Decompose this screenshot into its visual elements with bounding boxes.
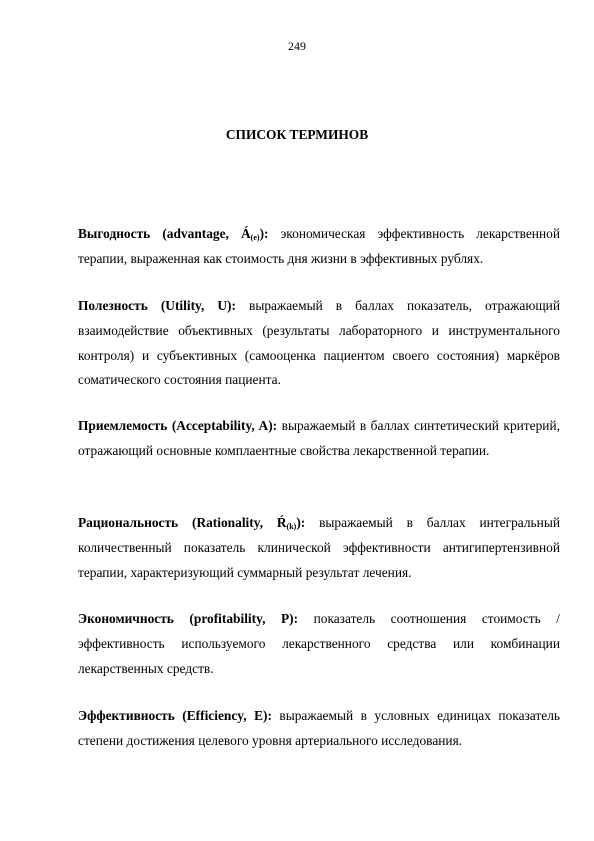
term-english: (Utility, U):	[160, 298, 236, 313]
term-entry-profitability	[78, 607, 560, 681]
term-name: Полезность	[78, 298, 148, 313]
term-english: (Efficiency, E):	[182, 708, 272, 723]
term-heading	[78, 515, 305, 530]
term-heading	[78, 611, 298, 626]
term-definition: показатель соотношения стоимость / эффективность используемого лекарственного средства или комбинации лекарственных средств.	[78, 611, 560, 676]
term-entry-utility	[78, 294, 560, 393]
term-heading	[78, 418, 277, 433]
term-heading	[78, 708, 272, 723]
term-definition: выражаемый в условных единицах показатель степени достижения целевого уровня артериального исследования.	[78, 708, 560, 748]
term-definition: экономическая эффективность лекарственной терапии, выраженная как стоимость дня жизни в эффективных рублях.	[78, 226, 560, 266]
term-definition: выражаемый в баллах синтетический критерий, отражающий основные комплаентные свойства лекарственной терапии.	[78, 418, 560, 458]
term-definition: выражаемый в баллах показатель, отражающий взаимодействие объективных (результаты лабораторного и инструментального контроля) и субъективных (самооценка пациентом своего состояния) маркёров соматического состояния пациента.	[78, 298, 560, 388]
term-heading	[78, 298, 236, 313]
term-name: Выгодность	[78, 226, 151, 241]
term-entry-advantage	[78, 222, 560, 272]
term-english: (Acceptability, A):	[171, 418, 278, 433]
term-english: (Rationality, Ŕ	[191, 515, 287, 530]
term-entry-acceptability	[78, 414, 560, 464]
term-name: Эффективность	[78, 708, 175, 723]
term-name: Экономичность	[78, 611, 174, 626]
term-close: ):	[296, 515, 306, 530]
term-english: (advantage, Á	[162, 226, 251, 241]
term-name: Рациональность	[78, 515, 179, 530]
page-title: СПИСОК ТЕРМИНОВ	[225, 127, 369, 142]
term-entry-rationality	[78, 511, 560, 585]
term-close: ):	[259, 226, 269, 241]
term-subscript: (e)	[250, 233, 260, 242]
term-definition: выражаемый в баллах интегральный количественный показатель клинической эффективности антигипертензивной терапии, характеризующий суммарный результат лечения.	[78, 515, 560, 580]
term-english: (profitability, P):	[189, 611, 299, 626]
page-number: 249	[288, 39, 306, 53]
term-subscript: (k)	[286, 522, 297, 531]
term-heading	[78, 226, 268, 241]
term-entry-efficiency	[78, 704, 560, 754]
term-name: Приемлемость	[78, 418, 168, 433]
